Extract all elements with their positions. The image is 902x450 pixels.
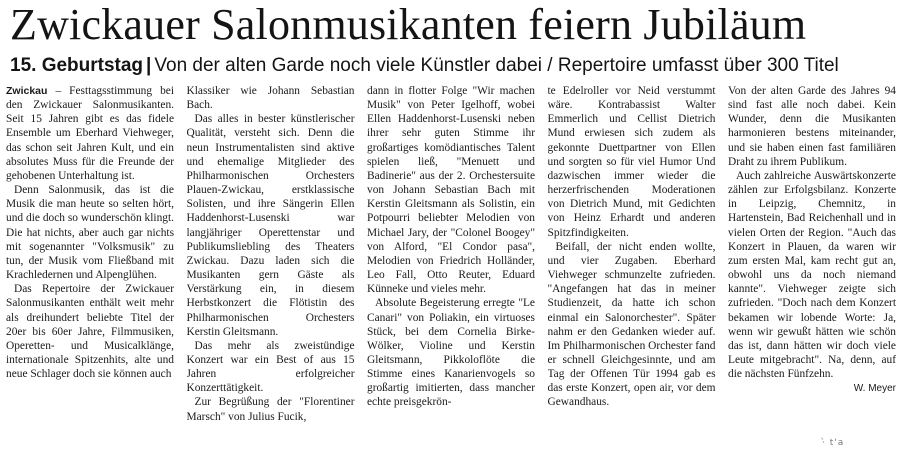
kicker-label: 15. Geburtstag [10,55,144,76]
text-column-1 [6,84,174,436]
paragraph: Das alles in bester künstlerischer Qualität, versteht sich. Denn die neun Instrumentalisten sind aktive und ehemalige Mitglieder des Philharmonischen Orchesters Plauen-Zwickau, erstklassische Solisten, und ihre Sängerin Ellen Haddenhorst-Lusenski war langjähriger Operettenstar und Publikumsliebling des Theaters Zwickau. Dazu laden sich die Musikanten gern Gäste als Verstärkung ein, in diesem Herbstkonzert die Flötistin des Philharmonischen Orchesters Kerstin Gleitsmann. [186,113,355,338]
text-column-5 [728,84,896,436]
paragraph: Zur Begrüßung der "Florentiner Marsch" von Julius Fucik, [186,396,355,423]
text-column-4 [548,84,716,436]
dateline: Zwickau [6,85,48,97]
paragraph: Das mehr als zweistündige Konzert war ein Best of aus 15 Jahren erfolgreicher Konzerttätigkeit. [186,339,355,395]
text-column-2 [187,84,355,436]
paragraph-text: – Festtagsstimmung bei den Zwickauer Salonmusikanten. Seit 15 Jahren gibt es das fidele Ensemble um Eberhard Viehweger, das schon seit Jahren Kult, und ein absolutes Muss für die Freunde der gehobenen Unterhaltung ist. [6,85,174,182]
paragraph: te Edelroller vor Neid verstummt wäre. Kontrabassist Walter Emmerlich und Cellist Dietrich Mund erwiesen sich zudem als gekonnte Duettpartner von Ellen und sorgten so für viel Humor Und dazwischen immer wieder die herzerfrischenden Moderationen von Dietrich Mund, mit Gedichten von Heinz Erhardt und anderen Spitzfindigkeiten. [547,85,716,239]
paragraph [6,84,174,183]
print-smudge: ·̀ t'a [822,438,845,448]
paragraph: Das Repertoire der Zwickauer Salonmusikanten enthält weit mehr als dreihundert beliebte Titel der 20er bis 60er Jahre, Filmmusiken, Operetten- und Musicalklänge, internationale Spitzenhits, alte und neue Schlager doch sie können auch [6,283,174,381]
paragraph: Beifall, der nicht enden wollte, und vier Zugaben. Eberhard Viehweger schmunzelte zufrieden. "Angefangen hat das in meiner Studienzeit, da hatte ich schon einmal ein Salonorchester". Später nahm er den Gedanken wieder auf. Im Philharmonischen Orchester fand er schnell Gleichgesinnte, und am Tag der Offenen Tür 1994 gab es das erste Konzert, open air, vor dem Gewandhaus. [547,240,716,409]
text-column-3 [367,84,535,436]
paragraph: Absolute Begeisterung erregte "Le Canari" von Poliakin, ein virtuoses Stück, bei dem Cornelia Birke-Wölker, Violine und Kerstin Gleitsmann, Pikkoloflöte die Stimme eines Kanarienvogels so großartig imitierten, dass mancher echte preisgekrön- [367,297,535,409]
kicker-separator: | [146,55,152,76]
article-headline: Zwickauer Salonmusikanten feiern Jubiläum [10,0,807,49]
paragraph: Denn Salonmusik, das ist die Musik die man heute so selten hört, und die doch so wunderschön klingt. Die hat nichts, aber auch gar nichts mit sogenannter "Volksmusik" zu tun, der Musik vom Fließband mit Krachledernen und Alpenglühen. [6,184,174,282]
article-body [6,84,896,436]
article-subheadline-row [10,54,839,78]
paragraph: dann in flotter Folge "Wir machen Musik" von Peter Igelhoff, wobei Ellen Haddenhorst-Lusenski neben ihrer sehr guten Stimme ihr großartiges komödiantisches Talent spielen ließ, "Menuett und Badinerie" aus der 2. Orchestersuite von Johann Sebastian Bach mit Kerstin Gleitsmann als Solistin, ein Potpourri beliebter Melodien von Michael Jary, der "Colonel Boogey" von Alford, "El Condor pasa", Melodien von Friedrich Holländer, Leo Fall, Otto Reuter, Eduard Künneke und vieles mehr. [367,85,535,296]
article-subheadline: Von der alten Garde noch viele Künstler dabei / Repertoire umfasst über 300 Titel [154,55,839,76]
paragraph: Auch zahlreiche Auswärtskonzerte zählen zur Erfolgsbilanz. Konzerte in Leipzig, Chemnitz, in Hartenstein, Bad Reichenhall und in vielen Orten der Region. "Auch das Konzert in Plauen, da waren wir zum ersten Mal, kam recht gut an, obwohl uns da noch niemand kannte". Viehweger zeigte sich zufrieden. "Doch nach dem Konzert bekamen wir lobende Worte: Ja, wenn wir gewußt hätten wie schön das ist, dann hätten wir doch viele Leute mitgebracht". Na, denn, auf die nächsten Fünfzehn. [728,169,896,381]
author-byline: W. Meyer [853,383,896,395]
paragraph: Von der alten Garde des Jahres 94 sind fast alle noch dabei. Kein Wunder, denn die Musikanten harmonieren bestens miteinander, und sie haben einen fast familiären Draht zu ihrem Publikum. [728,85,896,168]
paragraph: Klassiker wie Johann Sebastian Bach. [186,85,355,112]
